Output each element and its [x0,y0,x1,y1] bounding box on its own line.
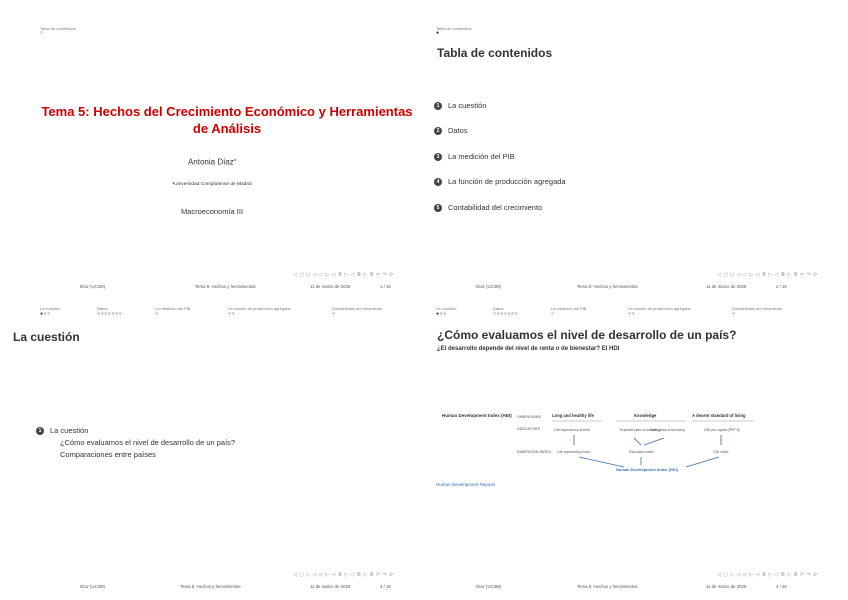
section-dots[interactable]: ○ [332,311,336,317]
hdi-diagram [424,405,848,485]
frame-title: ¿Cómo evaluamos el nivel de desarrollo de un país? [437,328,737,342]
header-toc-label[interactable]: Tabla de contenidos [436,26,472,31]
toc-item-label: Contabilidad del crecimiento [448,203,543,212]
section-link[interactable]: La cuestión [436,306,457,311]
header-toc-label[interactable]: Tabla de contenidos [40,26,76,31]
section-dots[interactable]: ○ [551,311,555,317]
footer-author: Díaz (UC3M) [476,284,502,289]
section-link[interactable]: Contabilidad del crecimiento [732,306,783,311]
course-name: Macroeconomía III [180,207,244,216]
row-indicators: INDICATORS [517,427,541,431]
slide-la-cuestion [0,300,424,600]
section-dots[interactable]: ○ [155,311,159,317]
toc-item-datos[interactable] [434,126,468,135]
toc-item-label: La medición del PIB [448,152,515,161]
footer-title: Tema 5: Hechos y herramientas [180,584,241,589]
idx-life-expectancy: Life expectancy index [557,450,591,454]
hdi-result: Human Development Index (HDI) [616,467,679,472]
number-bullet-icon: 4 [434,178,442,186]
footer-date: 11 de marzo de 2025 [706,284,747,289]
section-link[interactable]: La función de producción agregada [628,306,691,311]
dim-health: Long and healthy life [552,413,594,418]
number-bullet-icon: 1 [434,102,442,110]
frame-subtitle: ¿El desarrollo depende del nivel de renta o de bienestar? El HDI [437,346,620,352]
slide-hdi [424,300,848,600]
footer-author: Díaz (UC3M) [80,584,106,589]
section-dots[interactable]: ○○ [628,311,636,317]
hdi-label: Human Development Index (HDI) [442,413,512,418]
arrow [634,438,641,445]
ind-mean-schooling: Mean years of schooling [650,428,685,432]
slide-footer [424,270,848,300]
toc-subitem[interactable]: Comparaciones entre países [60,450,156,459]
section-navigation [436,306,828,320]
slide-footer [0,270,424,300]
number-bullet-icon: 2 [434,127,442,135]
author-sup: a [233,157,237,162]
toc-item-label: La cuestión [448,101,487,110]
header-nav-dots[interactable]: ○ [40,30,44,36]
presentation-title: Tema 5: Hechos del Crecimiento Económico y Herramientas de Análisis [41,104,413,136]
section-link[interactable]: La cuestión [40,306,61,311]
footer-page: 3 / 16 [380,584,391,589]
section-link[interactable]: Datos [97,306,108,311]
toc-item-label: La cuestión [50,426,89,435]
author-name: Antonia Díaz [187,157,234,167]
section-dots[interactable]: ●○○ [40,311,51,317]
footer-date: 11 de marzo de 2025 [310,584,351,589]
hdr-link[interactable]: Human Development Reports [436,482,496,487]
toc-item-cuestion[interactable] [434,101,486,110]
footer-date: 11 de marzo de 2025 [706,584,747,589]
section-dots[interactable]: ○○○○○○○ [493,311,519,317]
row-dimension-index: DIMENSION INDEX [517,450,552,454]
section-link[interactable]: La función de producción agregada [228,306,291,311]
author [0,157,424,167]
arrow [579,457,624,467]
footer-page: 1 / 16 [380,284,391,289]
beamer-nav-icons[interactable]: ◁ ▢ ▷ ◁ ▱ ▷ ◁ ≣ ▷ ◁ ≣ ▷ ≣ ↶ ↷ ⟳ [717,572,818,578]
ind-expected-schooling: Expected years of schooling [620,428,660,432]
slide-footer [0,570,424,600]
dim-knowledge: Knowledge [634,413,657,418]
section-dots[interactable]: ○ [732,311,736,317]
footer-title: Tema 5: Hechos y herramientas [577,284,638,289]
idx-education: Education index [629,450,654,454]
beamer-nav-icons[interactable]: ◁ ▢ ▷ ◁ ▱ ▷ ◁ ≣ ▷ ◁ ≣ ▷ ≣ ↶ ↷ ⟳ [293,272,394,278]
toc-subitem[interactable]: ¿Cómo evaluamos el nivel de desarrollo de un país? [60,438,236,447]
toc-item-label: La función de producción agregada [448,177,566,186]
arrow [644,438,664,445]
section-link[interactable]: La medición del PIB [155,306,191,311]
affiliation: ᵃUniversidad Complutense de Madrid [172,182,252,187]
arrow [686,457,719,467]
number-bullet-icon: 3 [434,153,442,161]
section-link[interactable]: Datos [493,306,504,311]
dim-living-standard: A decent standard of living [692,413,746,418]
toc-item-label: Datos [448,126,468,135]
row-dimensions: DIMENSIONS [517,415,542,419]
ind-life-expectancy: Life expectancy at birth [554,428,590,432]
footer-author: Díaz (UC3M) [476,584,502,589]
slide-footer [424,570,848,600]
section-dots[interactable]: ○○○○○○○ [97,311,123,317]
section-link[interactable]: La medición del PIB [551,306,587,311]
toc-item-cuestion[interactable] [36,426,88,435]
footer-title: Tema 5: Hechos y herramientas [577,584,638,589]
slide-toc [424,0,848,300]
number-bullet-icon: 1 [36,427,44,435]
beamer-nav-icons[interactable]: ◁ ▢ ▷ ◁ ▱ ▷ ◁ ≣ ▷ ◁ ≣ ▷ ≣ ↶ ↷ ⟳ [717,272,818,278]
section-navigation [40,306,404,320]
slide-title [0,0,424,300]
frame-title: La cuestión [13,330,80,344]
toc-title: Tabla de contenidos [437,46,553,60]
section-link[interactable]: Contabilidad del crecimiento [332,306,383,311]
beamer-nav-icons[interactable]: ◁ ▢ ▷ ◁ ▱ ▷ ◁ ≣ ▷ ◁ ≣ ▷ ≣ ↶ ↷ ⟳ [293,572,394,578]
footer-date: 11 de marzo de 2025 [310,284,351,289]
footer-author: Díaz (UC3M) [80,284,106,289]
footer-page: 4 / 16 [776,584,787,589]
toc-item-contabilidad[interactable] [434,203,542,212]
section-dots[interactable]: ●○○ [436,311,447,317]
toc-item-funcion-produccion[interactable] [434,177,566,186]
section-dots[interactable]: ○○ [228,311,236,317]
header-nav-dots[interactable]: ● [436,30,440,36]
toc-item-medicion-pib[interactable] [434,152,515,161]
number-bullet-icon: 5 [434,204,442,212]
footer-page: 2 / 16 [776,284,787,289]
idx-gni: GNI index [713,450,729,454]
ind-gni: GNI per capita (PPP $) [704,428,740,432]
footer-title: Tema 5: Hechos y herramientas [195,284,256,289]
